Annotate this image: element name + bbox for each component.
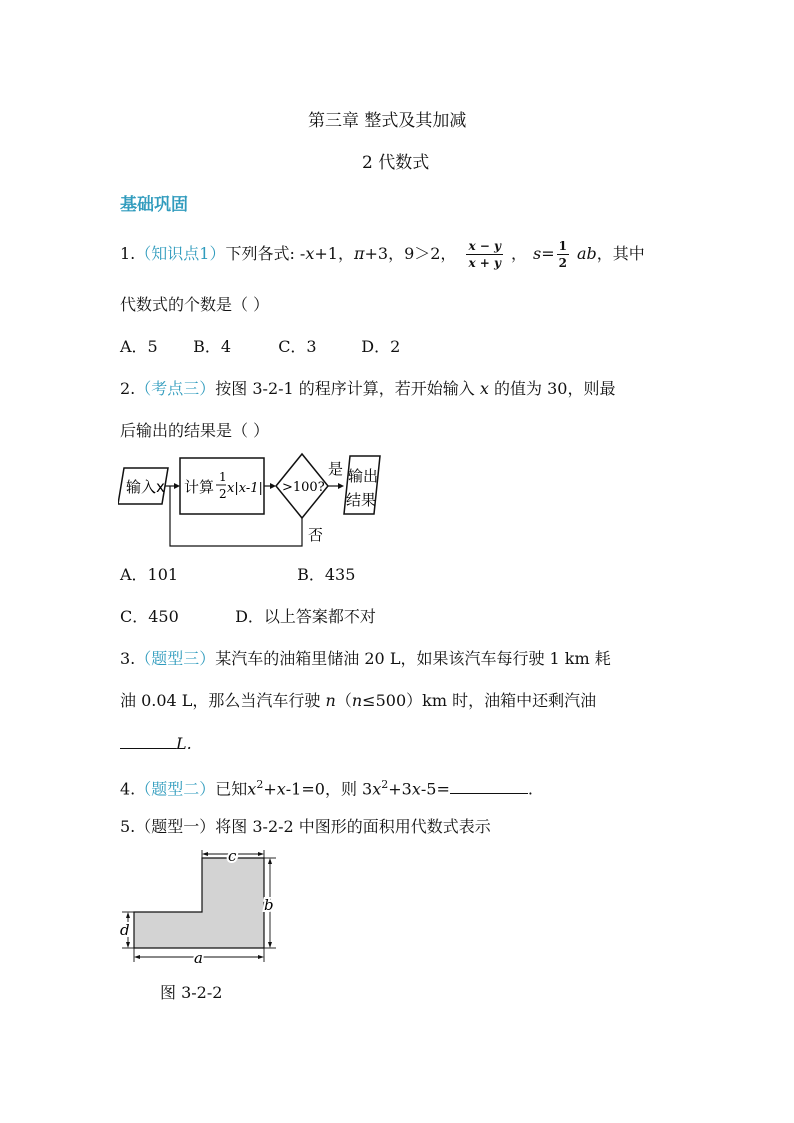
flow-input-label: 输入x [126,478,165,496]
q1-var-x: x [305,244,315,263]
q1-number: 1. [120,244,136,263]
q1-text-a: 下列各式: - [225,244,306,263]
label-a: a [194,949,203,967]
q3-tag: （题型三） [135,649,216,668]
q1-text-e: = [541,244,555,263]
q3-number: 3. [120,649,136,668]
q2-text-a: 按图 3-2-1 的程序计算，若开始输入 [215,379,475,398]
flow-output-line-1: 输出 [348,467,379,485]
q4-answer-blank[interactable] [450,777,528,794]
flow-calc-expr: x|x-1| [227,481,263,496]
question-3 [120,648,611,670]
q4-var-x-2: x [276,779,286,799]
q4-sup-2: 2 [381,778,389,791]
q2-number: 2. [120,379,136,398]
q4-tag: （题型二） [135,779,216,799]
q1-fraction-2-den: 2 [558,255,567,270]
q1-line-2: 代数式的个数是（ ） [120,295,270,314]
q1-option-d: D．2 [361,337,401,356]
q4-text-e: -5= [420,779,450,799]
q2-options-row-1 [120,564,355,586]
q1-tag: （知识点1） [135,244,226,263]
q2-option-a: A．101 [120,565,179,584]
flowchart [118,450,390,554]
flow-output-line-2: 结果 [346,491,377,509]
flow-yes-label: 是 [328,460,344,478]
q3-answer-blank[interactable] [120,732,176,749]
q2-option-d: D．以上答案都不对 [235,607,376,626]
q1-fraction-1-num: x − y [468,238,501,253]
q1-option-b: B．4 [193,337,232,356]
q5-number: 5. [120,817,136,836]
q1-text-d: ， [510,244,527,263]
flow-condition-label: >100? [282,480,325,495]
q1-text-c: +3，9＞2， [364,244,457,263]
area-figure [118,846,288,968]
q3-text-c: ≤500）km 时，油箱中还剩汽油 [362,691,597,710]
q2-tag: （考点三） [135,379,216,398]
figure-caption: 图 3-2-2 [160,983,223,1002]
flow-calc-frac-den: 2 [219,487,227,501]
q3-var-n-2: n [351,691,363,710]
q3-text-a: 油 0.04 L，那么当汽车行驶 [120,691,321,710]
q2-option-b: B．435 [297,565,356,584]
l-shape [134,858,264,948]
flow-calc-label: 计算 [184,478,215,496]
q1-fraction-2 [557,238,569,271]
chapter-title: 第三章 整式及其加减 [308,111,467,131]
question-1 [120,234,645,274]
q3-unit: L. [176,734,192,753]
q3-line-1: 某汽车的油箱里储油 20 L，如果该汽车每行驶 1 km 耗 [215,649,611,668]
q4-sup: 2 [256,778,264,791]
q4-var-x-3: x [372,779,382,799]
q1-fraction-1 [466,238,503,271]
q2-line-2: 后输出的结果是（ ） [120,421,270,440]
q3-text-b: （ [335,691,352,710]
q1-pi: π [353,244,365,263]
section-title: 2 代数式 [362,153,430,173]
q2-options-row-2 [120,606,376,628]
q1-text-b: +1， [314,244,354,263]
q1-fraction-2-num: 1 [558,238,567,253]
q4-text-d: +3 [388,779,412,799]
q1-option-a: A．5 [120,337,158,356]
q1-fraction-1-den: x + y [468,255,501,270]
q4-var-x-4: x [411,779,421,799]
label-d: d [120,921,130,939]
section-label: 基础巩固 [120,195,188,215]
flow-no-label: 否 [308,526,324,544]
q4-text-b: + [263,779,277,799]
q1-text-f: ，其中 [596,244,645,263]
q2-option-c: C．450 [120,607,179,626]
q1-var-ab: ab [576,244,597,263]
q3-line-2 [120,690,596,712]
q1-var-s: s [533,244,542,263]
q4-text-a: 已知 [215,779,248,799]
q2-text-b: 的值为 30，则最 [494,379,616,398]
q3-var-n: n [325,691,336,710]
label-c: c [228,847,237,865]
q2-var-x: x [479,379,489,398]
q4-end: . [527,779,533,799]
question-4 [120,774,533,800]
q5-text: （题型一）将图 3-2-2 中图形的面积用代数式表示 [135,817,491,836]
q1-option-c: C．3 [278,337,317,356]
q4-text-c: -1=0，则 3 [285,779,373,799]
q1-options [120,336,400,358]
flow-calc-frac-num: 1 [219,470,227,484]
question-5 [120,816,491,838]
q4-var-x: x [247,779,257,799]
q3-line-3 [120,732,192,755]
q4-number: 4. [120,779,136,799]
label-b: b [264,896,274,914]
question-2 [120,378,615,400]
